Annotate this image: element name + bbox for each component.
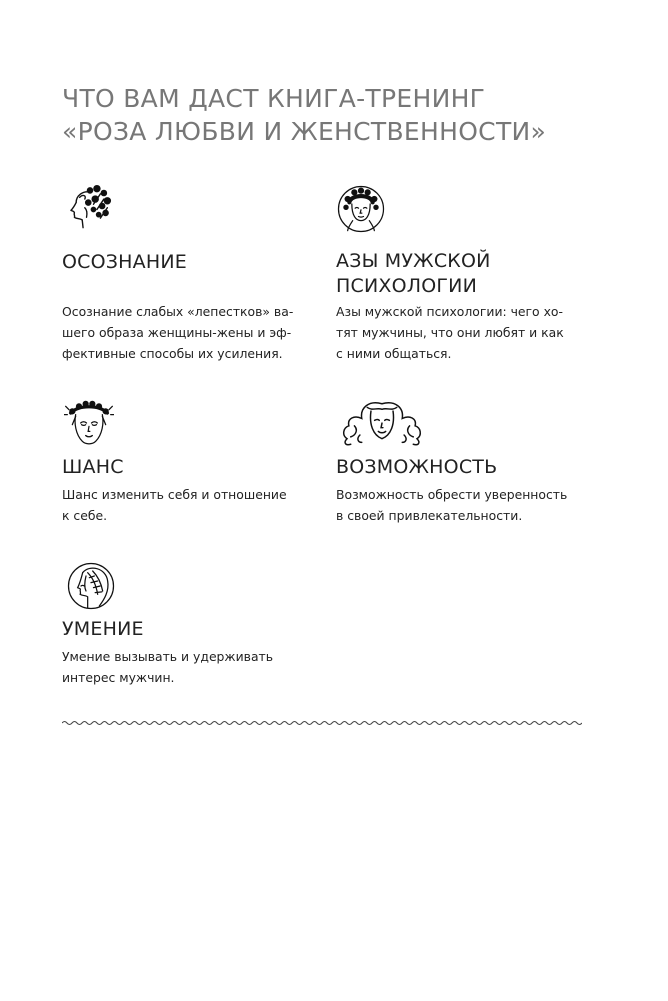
benefit-heading: ВОЗМОЖНОСТЬ — [336, 456, 498, 478]
woman-profile-with-leaves-icon — [64, 180, 116, 232]
benefit-description: Шанс изменить себя и отношение к себе. — [62, 487, 287, 523]
benefit-item-chance — [62, 398, 332, 538]
benefit-heading: ОСОЗНАНИЕ — [62, 251, 187, 273]
benefit-description: Азы мужской психологии: чего хо- тят мужчины, что они любят и как с ними общаться. — [336, 304, 564, 361]
benefit-description: Осознание слабых «лепестков» ва- шего образа женщины-жены и эф- фективные способы их усиления. — [62, 304, 294, 361]
benefit-description: Умение вызывать и удерживать интерес мужчин. — [62, 649, 274, 685]
woman-face-with-wreath-icon — [64, 398, 114, 448]
benefit-item-awareness — [62, 180, 332, 380]
benefit-description: Возможность обрести уверенность в своей привлекательности. — [336, 487, 568, 523]
benefit-heading: УМЕНИЕ — [62, 618, 144, 640]
page-title — [62, 82, 622, 148]
benefit-heading: АЗЫ МУЖСКОЙ ПСИХОЛОГИИ — [336, 250, 491, 297]
wavy-divider — [62, 717, 582, 729]
woman-face-in-circle-with-leaves-icon — [336, 184, 386, 234]
woman-profile-with-leaf-hair-icon — [66, 561, 116, 611]
title-line-1: ЧТО ВАМ ДАСТ КНИГА-ТРЕНИНГ — [62, 84, 486, 113]
benefit-item-skill — [62, 561, 332, 701]
title-line-2: «РОЗА ЛЮБВИ И ЖЕНСТВЕННОСТИ» — [62, 117, 547, 146]
woman-face-with-curly-hair-icon — [336, 398, 428, 450]
benefit-item-male-psychology — [336, 184, 606, 384]
benefit-heading: ШАНС — [62, 456, 124, 478]
benefit-item-opportunity — [336, 398, 606, 538]
